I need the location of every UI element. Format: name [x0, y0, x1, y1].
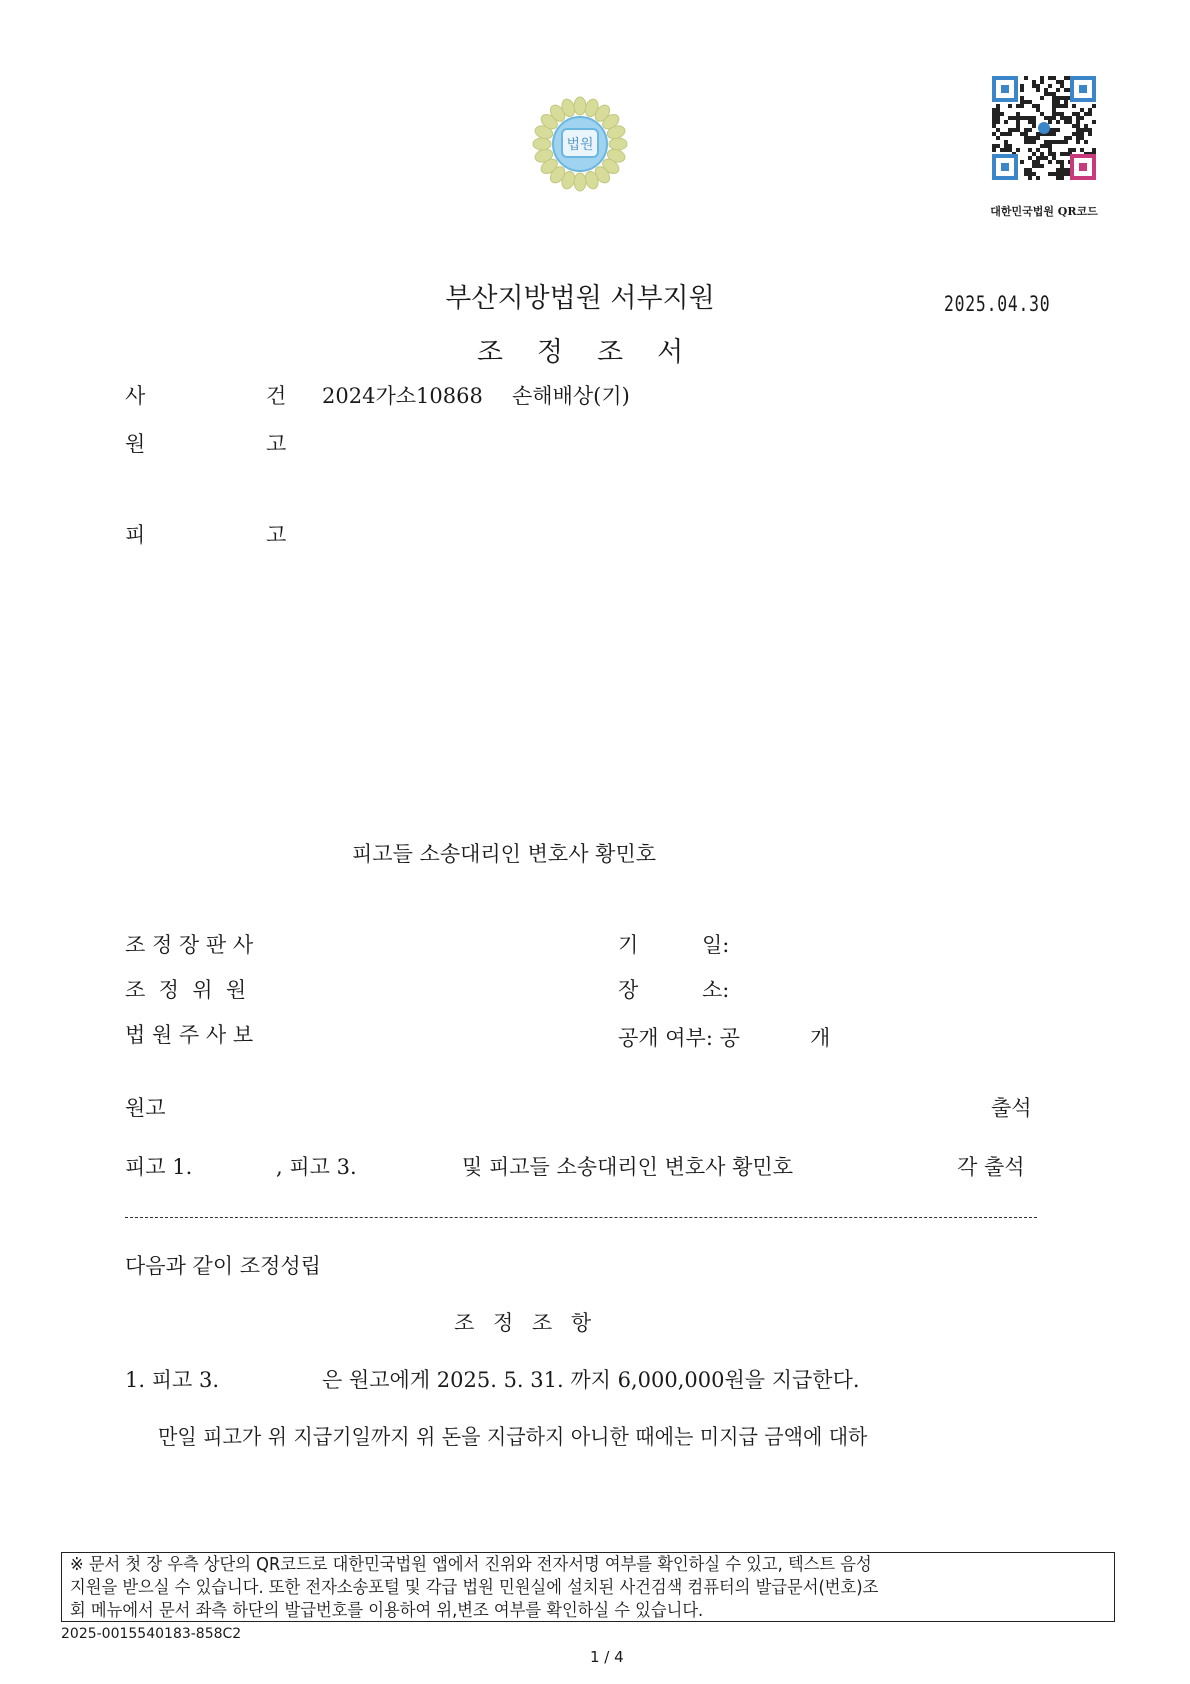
plaintiff-label-a: 원 [125, 432, 146, 456]
document-title: 조정조서 [476, 337, 718, 368]
defendant-label-b: 고 [266, 523, 287, 547]
term1-prefix: 1. 피고 3. [125, 1368, 219, 1392]
defendant-label-a: 피 [125, 523, 146, 547]
notice-line-1: ※ 문서 첫 장 우측 상단의 QR코드로 대한민국법원 앱에서 진위와 전자서명 여부를 확인하실 수 있고, 텍스트 음성 [70, 1555, 872, 1575]
place-label-b: 소: [702, 978, 730, 1002]
notice-line-2: 지원을 받으실 수 있습니다. 또한 전자소송포털 및 각급 법원 민원실에 설치된 사건검색 컴퓨터의 발급문서(번호)조 [70, 1578, 879, 1598]
plaintiff-label-b: 고 [266, 432, 287, 456]
date-label-a: 기 [618, 933, 639, 957]
clerk-label: 법 원 주 사 보 [125, 1023, 254, 1047]
place-label-a: 장 [618, 978, 639, 1002]
court-seal-logo [528, 92, 632, 196]
judge-label: 조 정 장 판 사 [125, 933, 254, 957]
commissioner-label: 조 정 위 원 [125, 978, 247, 1002]
attendance-counsel: 및 피고들 소송대리인 변호사 황민호 [462, 1155, 793, 1179]
case-number: 2024가소10868 [322, 384, 483, 408]
case-name: 손해배상(기) [512, 384, 630, 408]
case-label-b: 건 [266, 384, 287, 408]
qr-code [992, 76, 1096, 180]
attendance-plaintiff-status: 출석 [991, 1096, 1032, 1120]
mediation-established: 다음과 같이 조정성립 [125, 1254, 321, 1278]
attendance-defendant-1: 피고 1. [125, 1155, 193, 1179]
attendance-defendants-status: 각 출석 [957, 1155, 1025, 1179]
public-value: 개 [810, 1026, 831, 1050]
public-label: 공개 여부: 공 [618, 1026, 740, 1050]
attendance-defendant-3: , 피고 3. [276, 1155, 357, 1179]
qr-caption: 대한민국법원 QR코드 [990, 205, 1098, 218]
verification-notice [61, 1552, 1115, 1622]
document-date: 2025.04.30 [944, 292, 1051, 316]
attendance-plaintiff: 원고 [125, 1096, 166, 1120]
defendant-counsel: 피고들 소송대리인 변호사 황민호 [352, 842, 657, 866]
notice-line-3: 회 메뉴에서 문서 좌측 하단의 발급번호를 이용하여 위,변조 여부를 확인하실 수 있습니다. [70, 1601, 704, 1621]
mediation-terms-heading: 조 정 조 항 [454, 1311, 598, 1335]
seal-text: 법원 [566, 137, 594, 153]
issue-number: 2025-0015540183-858C2 [61, 1626, 242, 1642]
page-number: 1 / 4 [590, 1648, 624, 1666]
date-label-b: 일: [702, 933, 730, 957]
term1-continuation: 만일 피고가 위 지급기일까지 위 돈을 지급하지 아니한 때에는 미지급 금액에 대하 [158, 1425, 868, 1449]
term1-main: 은 원고에게 2025. 5. 31. 까지 6,000,000원을 지급한다. [322, 1368, 860, 1392]
dashed-separator [125, 1217, 1037, 1218]
case-label-a: 사 [125, 384, 146, 408]
court-name: 부산지방법원 서부지원 [445, 283, 715, 314]
